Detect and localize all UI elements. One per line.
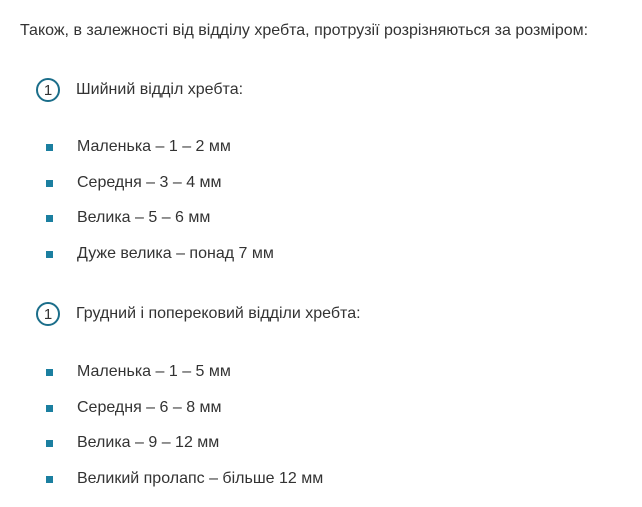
square-bullet-icon <box>46 251 53 258</box>
list-item <box>46 432 219 454</box>
list-item-text: Велика – 5 – 6 мм <box>77 209 211 226</box>
section-title: Грудний і поперековий відділи хребта: <box>76 305 361 322</box>
list-item-text: Великий пролапс – більше 12 мм <box>77 470 324 487</box>
square-bullet-icon <box>46 180 53 187</box>
section-heading-thoracic-lumbar <box>36 300 361 328</box>
list-item <box>46 361 231 383</box>
list-item-text: Середня – 3 – 4 мм <box>77 174 222 191</box>
square-bullet-icon <box>46 405 53 412</box>
number-badge-icon: 1 <box>36 302 60 326</box>
list-item-text: Дуже велика – понад 7 мм <box>77 245 274 262</box>
square-bullet-icon <box>46 440 53 447</box>
section-title: Шийний відділ хребта: <box>76 81 244 98</box>
square-bullet-icon <box>46 369 53 376</box>
square-bullet-icon <box>46 215 53 222</box>
list-item <box>46 243 274 265</box>
list-item-text: Велика – 9 – 12 мм <box>77 434 220 451</box>
square-bullet-icon <box>46 144 53 151</box>
list-item <box>46 136 231 158</box>
list-item-text: Маленька – 1 – 2 мм <box>77 138 231 155</box>
list-item <box>46 397 222 419</box>
list-item <box>46 172 222 194</box>
list-item <box>46 468 323 490</box>
section-heading-cervical <box>36 76 243 104</box>
intro-paragraph: Також, в залежності від відділу хребта, протрузії розрізняються за розміром: <box>20 22 589 39</box>
number-badge-icon: 1 <box>36 78 60 102</box>
list-item-text: Середня – 6 – 8 мм <box>77 399 222 416</box>
list-item <box>46 207 210 229</box>
square-bullet-icon <box>46 476 53 483</box>
list-item-text: Маленька – 1 – 5 мм <box>77 363 231 380</box>
